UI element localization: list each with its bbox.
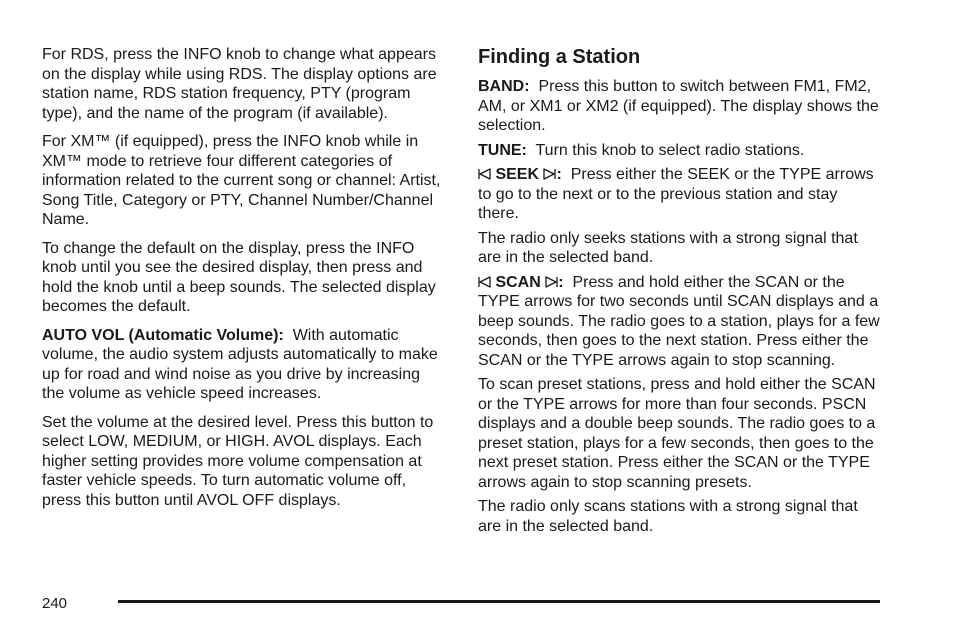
xm-info-paragraph: For XM™ (if equipped), press the INFO knob while in XM™ mode to retrieve four different categories of information related to the current song or channel: Artist, Song Title, Category or PTY, Channel Number/Channel Name. — [42, 133, 441, 228]
auto-vol-paragraph — [42, 326, 444, 404]
seek-previous-icon — [478, 168, 491, 180]
footer-rule — [118, 600, 880, 603]
rds-info-paragraph: For RDS, press the INFO knob to change what appears on the display while using RDS. The display options are station name, RDS station frequency, PTY (program type), and the name of the program (if available). — [42, 46, 437, 122]
band-term: BAND: — [478, 78, 530, 95]
auto-vol-description: With automatic volume, the audio system adjusts automatically to make up for road and wind noise as you drive by increasing the volume as vehicle speed increases. — [42, 326, 438, 402]
page-number: 240 — [42, 595, 68, 612]
page-footer — [42, 594, 882, 616]
tune-paragraph — [478, 141, 882, 161]
section-heading: Finding a Station — [478, 46, 641, 68]
scan-description: Press and hold either the SCAN or the TYPE arrows for two seconds until SCAN displays and a beep sounds. The radio goes to a station, plays for a few seconds, then goes to the next station. Press either the SCAN or the TYPE arrows again to stop scanning. — [478, 273, 880, 369]
tune-term: TUNE: — [478, 141, 527, 159]
seek-paragraph — [478, 165, 882, 224]
scan-term: SCAN — [495, 273, 541, 291]
scan-note-paragraph: The radio only scans stations with a strong signal that are in the selected band. — [478, 498, 858, 535]
scan-paragraph — [478, 273, 882, 371]
seek-term: SEEK — [495, 166, 540, 183]
volume-setting-paragraph: Set the volume at the desired level. Press this button to select LOW, MEDIUM, or HIGH. AVOL displays. Each higher setting provides more volume compensation at faster vehicle speeds. To turn automatic volume off, press this button until AVOL OFF displays. — [42, 413, 434, 509]
seek-next-icon — [543, 168, 556, 180]
scan-previous-icon — [478, 276, 491, 288]
seek-note-paragraph: The radio only seeks stations with a strong signal that are in the selected band. — [478, 229, 858, 266]
auto-vol-term: AUTO VOL (Automatic Volume): — [42, 326, 284, 344]
seek-colon: : — [556, 166, 562, 183]
preset-scan-paragraph: To scan preset stations, press and hold either the SCAN or the TYPE arrows for more than four seconds. PSCN displays and a double beep sounds. The radio goes to a preset station, plays for a few seconds, then goes to the next preset station. Press either the SCAN or the TYPE arrows again to stop scanning presets. — [478, 376, 876, 491]
band-paragraph — [478, 77, 882, 136]
scan-next-icon — [545, 276, 558, 288]
right-column — [478, 44, 882, 541]
band-description: Press this button to switch between FM1, FM2, AM, or XM1 or XM2 (if equipped). The display shows the selection. — [478, 78, 879, 134]
left-column — [42, 45, 444, 519]
seek-description: Press either the SEEK or the TYPE arrows to go to the next or to the previous station and stay there. — [478, 166, 874, 222]
tune-description: Turn this knob to select radio stations. — [535, 141, 805, 159]
scan-colon: : — [558, 273, 564, 291]
default-display-paragraph: To change the default on the display, press the INFO knob until you see the desired display, then press and hold the knob until a beep sounds. The selected display becomes the default. — [42, 239, 436, 315]
